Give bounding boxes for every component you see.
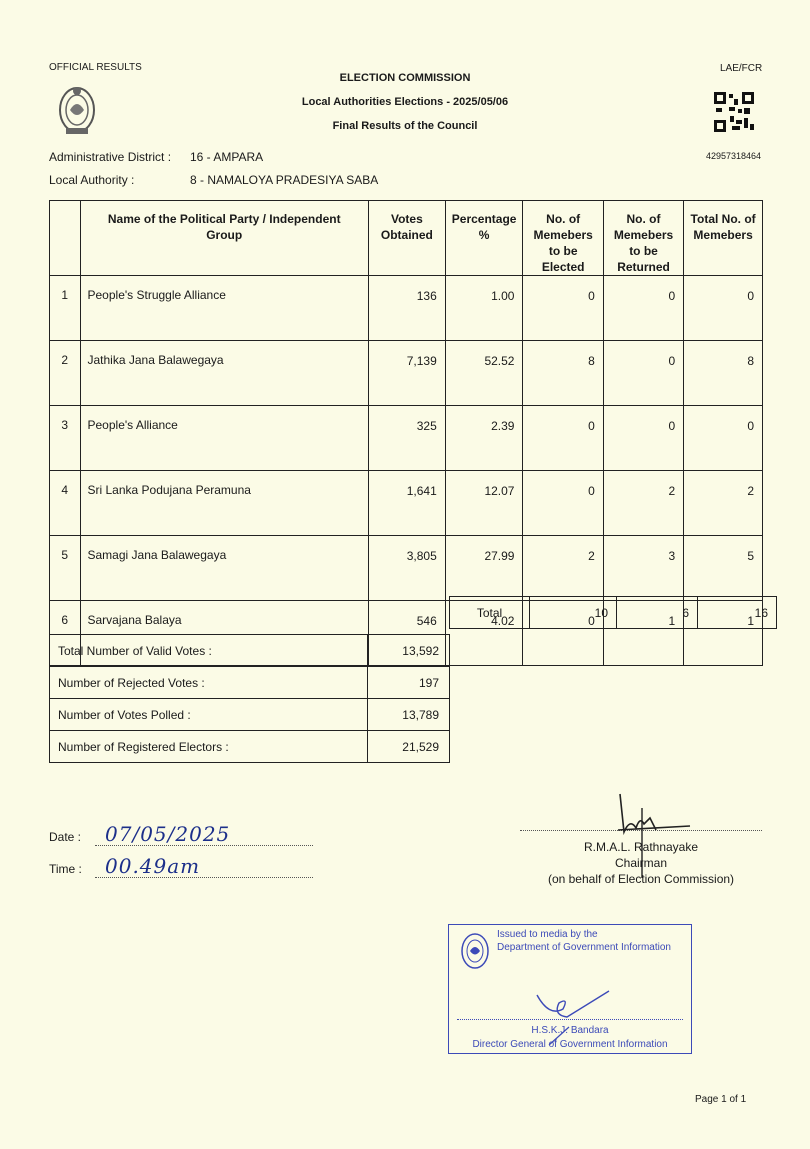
members-elected: 0 bbox=[523, 601, 603, 666]
summary-label: Number of Votes Polled : bbox=[50, 699, 368, 731]
col-header-no bbox=[50, 201, 81, 276]
table-row bbox=[50, 341, 763, 406]
totals-members: 16 bbox=[698, 597, 777, 629]
national-emblem-icon bbox=[56, 84, 98, 143]
percentage: 4.02 bbox=[445, 601, 523, 666]
stamp-line1: Issued to media by the bbox=[497, 929, 598, 940]
col-header-returned: No. of Memebers to be Returned bbox=[603, 201, 683, 276]
row-number: 6 bbox=[50, 601, 81, 666]
percentage: 2.39 bbox=[445, 406, 523, 471]
date-handwritten: 07/05/2025 bbox=[105, 822, 231, 846]
col-header-party: Name of the Political Party / Independent Group bbox=[80, 201, 368, 276]
members-returned: 2 bbox=[603, 471, 683, 536]
table-row bbox=[50, 406, 763, 471]
votes-obtained: 546 bbox=[368, 601, 445, 666]
party-name: People's Struggle Alliance bbox=[80, 276, 368, 341]
row-number: 3 bbox=[50, 406, 81, 471]
totals-elected: 10 bbox=[530, 597, 617, 629]
page-number: Page 1 of 1 bbox=[695, 1094, 747, 1105]
votes-obtained: 3,805 bbox=[368, 536, 445, 601]
district-label: Administrative District : bbox=[49, 150, 172, 164]
summary-row bbox=[50, 731, 450, 763]
stamp-title: Director General of Government Information bbox=[472, 1039, 668, 1050]
votes-obtained: 7,139 bbox=[368, 341, 445, 406]
signatory-title: Chairman bbox=[614, 856, 668, 870]
row-number: 2 bbox=[50, 341, 81, 406]
summary-table bbox=[49, 634, 450, 763]
members-elected: 0 bbox=[523, 276, 603, 341]
col-header-total: Total No. of Memebers bbox=[684, 201, 763, 276]
col-header-votes: Votes Obtained bbox=[368, 201, 445, 276]
row-number: 4 bbox=[50, 471, 81, 536]
members-elected: 0 bbox=[523, 471, 603, 536]
page-subtitle: Final Results of the Council bbox=[332, 120, 478, 132]
district-value: 16 - AMPARA bbox=[190, 150, 264, 164]
members-returned: 0 bbox=[603, 406, 683, 471]
election-title: Local Authorities Elections - 2025/05/06 bbox=[301, 96, 509, 108]
table-header-row bbox=[50, 201, 763, 276]
totals-returned: 6 bbox=[617, 597, 698, 629]
percentage: 12.07 bbox=[445, 471, 523, 536]
summary-label: Number of Rejected Votes : bbox=[50, 667, 368, 699]
summary-row bbox=[50, 699, 450, 731]
authority-value: 8 - NAMALOYA PRADESIYA SABA bbox=[190, 173, 379, 187]
date-label: Date : bbox=[49, 830, 82, 844]
party-name: People's Alliance bbox=[80, 406, 368, 471]
form-code: LAE/FCR bbox=[720, 63, 763, 74]
official-results-label: OFFICIAL RESULTS bbox=[49, 62, 142, 73]
percentage: 27.99 bbox=[445, 536, 523, 601]
authority-label: Local Authority : bbox=[49, 173, 135, 187]
stamp-line2: Department of Government Information bbox=[497, 942, 671, 953]
party-name: Sri Lanka Podujana Peramuna bbox=[80, 471, 368, 536]
qr-code-icon bbox=[714, 92, 754, 137]
summary-label: Number of Registered Electors : bbox=[50, 731, 368, 763]
row-number: 1 bbox=[50, 276, 81, 341]
summary-value: 197 bbox=[368, 667, 450, 699]
summary-value: 13,592 bbox=[368, 635, 450, 667]
members-total: 2 bbox=[684, 471, 763, 536]
summary-value: 21,529 bbox=[368, 731, 450, 763]
document-number: 42957318464 bbox=[706, 151, 762, 161]
votes-obtained: 325 bbox=[368, 406, 445, 471]
members-elected: 0 bbox=[523, 406, 603, 471]
members-total: 5 bbox=[684, 536, 763, 601]
votes-obtained: 136 bbox=[368, 276, 445, 341]
commission-title: ELECTION COMMISSION bbox=[339, 72, 471, 84]
members-total: 8 bbox=[684, 341, 763, 406]
totals-table bbox=[449, 596, 777, 629]
party-name: Jathika Jana Balawegaya bbox=[80, 341, 368, 406]
col-header-elected: No. of Memebers to be Elected bbox=[523, 201, 603, 276]
members-total: 0 bbox=[684, 406, 763, 471]
stamp-name: H.S.K.J. Bandara bbox=[531, 1025, 609, 1036]
votes-obtained: 1,641 bbox=[368, 471, 445, 536]
members-total: 0 bbox=[684, 276, 763, 341]
totals-label: Total bbox=[450, 597, 530, 629]
table-row bbox=[50, 276, 763, 341]
table-row bbox=[50, 536, 763, 601]
time-label: Time : bbox=[49, 862, 82, 876]
signatory-name: R.M.A.L. Rathnayake bbox=[583, 840, 699, 854]
members-returned: 1 bbox=[603, 601, 683, 666]
party-name: Sarvajana Balaya bbox=[80, 601, 368, 666]
signatory-note: (on behalf of Election Commission) bbox=[547, 872, 735, 886]
emblem-stamp-icon bbox=[459, 931, 491, 974]
col-header-percentage: Percentage % bbox=[445, 201, 523, 276]
percentage: 1.00 bbox=[445, 276, 523, 341]
party-name: Samagi Jana Balawegaya bbox=[80, 536, 368, 601]
summary-label: Total Number of Valid Votes : bbox=[50, 635, 368, 667]
table-row bbox=[50, 471, 763, 536]
members-elected: 2 bbox=[523, 536, 603, 601]
members-returned: 0 bbox=[603, 276, 683, 341]
media-stamp bbox=[448, 924, 692, 1054]
time-handwritten: 00.49am bbox=[105, 854, 201, 878]
row-number: 5 bbox=[50, 536, 81, 601]
members-returned: 3 bbox=[603, 536, 683, 601]
summary-row bbox=[50, 667, 450, 699]
members-elected: 8 bbox=[523, 341, 603, 406]
percentage: 52.52 bbox=[445, 341, 523, 406]
members-returned: 0 bbox=[603, 341, 683, 406]
summary-value: 13,789 bbox=[368, 699, 450, 731]
summary-row bbox=[50, 635, 450, 667]
members-total: 1 bbox=[684, 601, 763, 666]
totals-row bbox=[450, 597, 777, 629]
